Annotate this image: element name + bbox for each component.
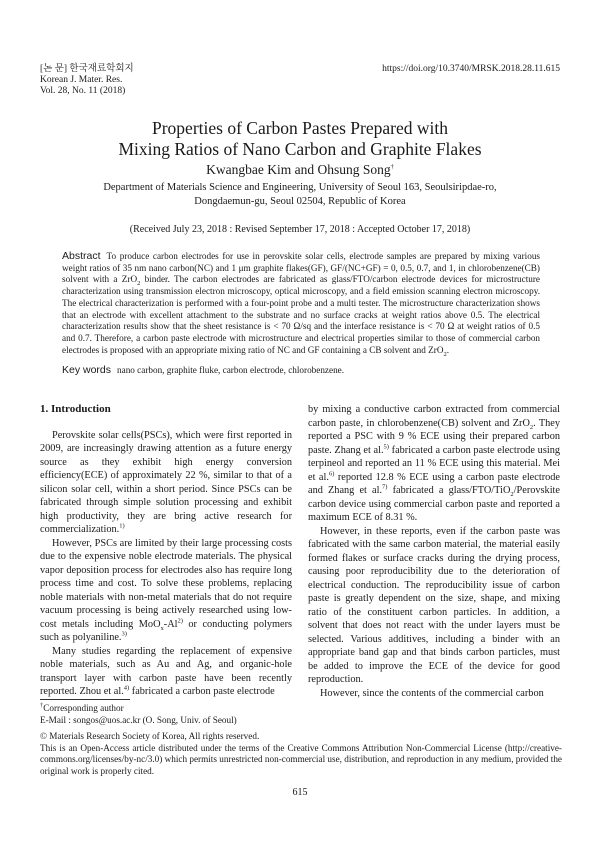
abstract-text-c: . — [446, 344, 450, 355]
intro-paragraph-4: However, in these reports, even if the carbon paste was fabricated with the same carbon material, the material easily formed flakes or surface cracks during the drying process, causing poor reproducibility due to the deterioration of electrical conduction. The reproducibility issue of carbon paste is greatly dependent on the size, shape, and mixing ratio of the constituent carbon particles. In addition, a solvent that does not react with the under layers must be selected. Various additives, including a binder with an appropriate band gap and that binds carbon particles, must be added to improve the ECE of the device for good reproduction. — [308, 525, 560, 685]
footnote-mark: † — [40, 701, 44, 709]
affiliation-line-2: Dongdaemun-gu, Seoul 02504, Republic of Korea — [194, 196, 406, 207]
p2-text-c: or conducting polymers such as polyaniline. — [40, 618, 293, 643]
email: E-Mail : songos@uos.ac.kr (O. Song, Univ. of Seoul) — [40, 714, 237, 725]
abstract-text-a: To produce carbon electrodes for use in perovskite solar cells, electrode samples are prepared by mixing various weight ratios of 35 nm nano carbon(NC) and 1 μm graphite flakes(GF), GF/(NC+GF) = 0, 0.5, 0.7, and 1, in chlorobenzene(CB) solvent with a ZrO — [62, 251, 540, 285]
title-line-1: Properties of Carbon Pastes Prepared with — [152, 118, 448, 138]
p3-text-a: Many studies regarding the replacement of expensive noble materials, such as Au and Ag, and organic-hole transport layer with carbon paste have been recently reported. Zhou et al. — [40, 645, 292, 697]
author-list — [40, 162, 560, 178]
corresponding-mark: † — [390, 163, 394, 171]
footnote-corresponding — [40, 703, 562, 726]
abstract-text-b: binder. The carbon electrodes are fabricated as glass/FTO/carbon electrode devices for microstructure characterization using transmission electron microscopy, optical microscopy, and a field emission scanning electron microscopy. The electrical characterization is performed with a four-point probe and a multi tester. The microstructure characterization shows that an electrode with excellent attachment to the substrate and no surface cracks at weight ratios above 0.5. The electrical characterization results show that the sheet resistance is < 70 Ω/sq and the interface resistance is < 70 Ω at weight ratios of 0.5 and 0.7. Therefore, a carbon paste electrode with microstructure and electrical properties similar to those of commercial carbon electrodes is proposed with an appropriate mixing ratio of NC and GF containing a CB solvent and ZrO — [62, 274, 541, 355]
footnote-rule — [40, 699, 130, 700]
paper-title — [40, 118, 560, 160]
footnote-license — [40, 731, 562, 777]
ref-1: 1) — [119, 522, 125, 530]
p4-text-d: reported 12.8 % ECE using a carbon paste electrode and Zhang et al. — [308, 471, 560, 496]
p4-sub-1: 2 — [529, 423, 534, 431]
p4-text-b: . They reported a PSC with 9 % ECE using their prepared carbon paste. Zhang et al. — [308, 417, 560, 456]
p3-text-b: fabricated a carbon paste electrode — [129, 686, 275, 697]
doi-link[interactable]: https://doi.org/10.3740/MRSK.2018.28.11.615 — [382, 64, 560, 74]
page-number: 615 — [292, 787, 308, 798]
volume-info: Vol. 28, No. 11 (2018) — [40, 86, 126, 96]
intro-paragraph-1 — [40, 429, 292, 537]
intro-paragraph-2 — [40, 537, 292, 645]
abstract-sub-1: 2 — [137, 280, 141, 288]
ref-4: 4) — [123, 684, 130, 692]
journal-header — [40, 64, 134, 97]
corresponding-author: Corresponding author — [43, 703, 124, 713]
intro-paragraph-5: However, since the contents of the commercial carbon — [320, 687, 544, 699]
journal-english: Korean J. Mater. Res. — [40, 75, 123, 85]
p2-text-a: However, PSCs are limited by their large processing costs due to the expensive noble electrode materials. The physical vapor deposition process for electrodes also has require long process time and cost. To solve these problems, replacing noble materials with non-metal materials that do not require vacuum processing is being actively researched using low-cost metals including MoO — [40, 537, 292, 630]
ref-5: 5) — [383, 443, 389, 451]
journal-korean: [논 문] 한국재료학회지 — [40, 64, 134, 74]
p4-text-c: fabricated a carbon paste electrode using terpineol and reported an 11 % ECE using this material. Mei et al. — [308, 444, 560, 483]
keywords-label: Key words — [62, 364, 112, 376]
affiliation-line-1: Department of Materials Science and Engineering, University of Seoul 163, Seoulsiripdae-ro, — [103, 182, 497, 193]
ref-7: 7) — [382, 483, 388, 491]
license-text: This is an Open-Access article distributed under the terms of the Creative Commons Attribution Non-Commercial License (http://creative-commons.org/licenses/by-nc/3.0) which permits unrestricted non-commercial use, distribution, and reproduction in any medium, provided the original work is properly cited. — [40, 742, 562, 776]
right-column — [308, 403, 560, 700]
p4-text-f: /Perovskite carbon device using commercial carbon paste and reported a maximum ECE of 8.31 %. — [308, 485, 560, 523]
abstract — [62, 251, 540, 356]
p4-sub-2: 2 — [510, 491, 514, 499]
keywords — [62, 364, 540, 376]
authors-text: Kwangbae Kim and Ohsung Song — [206, 162, 391, 177]
section-heading: 1. Introduction — [40, 403, 111, 415]
ref-2: 2) — [177, 617, 183, 625]
abstract-sub-2: 2 — [443, 350, 447, 358]
keywords-text: nano carbon, graphite fluke, carbon electrode, chlorobenzene. — [117, 365, 345, 375]
p4-text-e: fabricated a glass/FTO/TiO — [387, 485, 511, 496]
ref-6: 6) — [328, 470, 335, 478]
affiliation — [60, 181, 540, 209]
abstract-label: Abstract — [62, 250, 101, 262]
p1-text: Perovskite solar cells(PSCs), which were first reported in 2009, are increasingly drawing attention as a future energy source as they exhibit high energy conversion efficiency(ECE) of approximately 22 %, similar to that of a silicon solar cell, within a short period. Since PSCs can be fabricated through simple solution processing and exhibit high productivity, they are bring active research for commercialization. — [40, 429, 292, 535]
received-dates: (Received July 23, 2018 : Revised September 17, 2018 : Accepted October 17, 2018) — [129, 224, 471, 235]
intro-paragraph-3-cont — [308, 403, 560, 525]
ref-3: 3) — [121, 630, 127, 638]
p2-sub: x — [160, 624, 164, 632]
left-column — [40, 403, 292, 699]
title-line-2: Mixing Ratios of Nano Carbon and Graphite Flakes — [118, 139, 482, 159]
intro-paragraph-3 — [40, 645, 292, 699]
p4-text-a: by mixing a conductive carbon extracted from commercial carbon paste, in chlorobenzene(CB) solvent and ZrO — [308, 404, 560, 429]
copyright: © Materials Research Society of Korea, All rights reserved. — [40, 731, 260, 741]
p2-text-b: -Al — [163, 618, 178, 630]
